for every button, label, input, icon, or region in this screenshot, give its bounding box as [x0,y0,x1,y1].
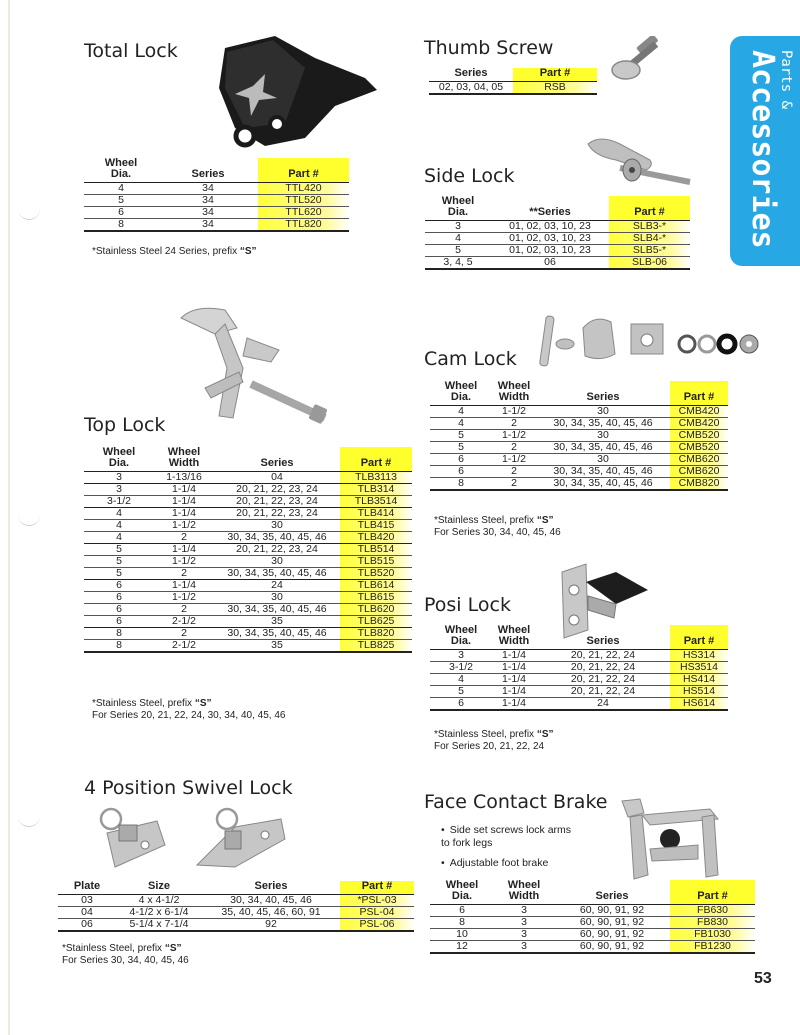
part-number-cell: TLB520 [340,568,412,580]
part-number-cell: HS514 [670,686,728,698]
col-header-part: Part # [258,158,349,183]
part-number-cell: TLB314 [340,484,412,496]
table-cell: 6 [430,466,492,478]
table-row [84,532,412,544]
table-cell: 06 [491,257,609,270]
part-number-cell: TLB514 [340,544,412,556]
binder-margin [8,0,10,1035]
tab-line-1: Parts & [778,50,794,110]
table-row [430,442,728,454]
part-number-cell: TTL520 [258,195,349,207]
table-cell: 4 [84,508,154,520]
table-cell: 20, 21, 22, 24 [536,686,670,698]
face-brake-title: Face Contact Brake [424,791,608,813]
table-cell: 30 [536,454,670,466]
part-number-cell: CMB420 [670,418,728,430]
table-cell: 1-1/2 [492,454,536,466]
table-cell: 1-1/4 [492,686,536,698]
table-cell: 6 [84,592,154,604]
table-cell: 20, 21, 22, 24 [536,650,670,662]
table-row [425,221,690,233]
table-header-row [429,68,597,82]
part-number-cell: TLB3113 [340,472,412,484]
table-row [430,941,755,954]
table-cell: 34 [158,219,258,232]
table-row [430,674,728,686]
posi-lock-title: Posi Lock [424,594,511,616]
part-number-cell: TTL620 [258,207,349,219]
total-lock-table [84,158,349,232]
table-cell: 3 [84,484,154,496]
table-row [430,406,728,418]
table-row [84,520,412,532]
total-lock-note [92,246,257,258]
note-prefix: “S” [194,698,212,709]
note-prefix: “S” [239,246,257,257]
table-header-row [430,625,728,650]
table-row [84,616,412,628]
note-text: *Stainless Steel, prefix [62,943,165,954]
table-header-row [84,447,412,472]
table-cell: 2 [154,532,214,544]
table-cell: 3 [494,929,554,941]
table-cell: 30, 34, 35, 40, 45, 46 [214,604,340,616]
part-number-cell: HS414 [670,674,728,686]
table-cell: 1-1/2 [492,406,536,418]
top-lock-table [84,447,412,653]
top-lock-note [92,698,285,722]
table-cell: 3 [494,941,554,954]
page-number: 53 [754,970,772,987]
col-header-wheel: Wheel Dia. [425,196,491,221]
part-number-cell: FB630 [670,905,755,917]
col-header-plate: Plate [58,881,116,895]
part-number-cell: PSL-06 [340,919,414,932]
table-row [430,454,728,466]
table-header-row [58,881,414,895]
table-cell: 01, 02, 03, 10, 23 [491,221,609,233]
table-cell: 3 [84,472,154,484]
table-cell: 92 [202,919,340,932]
table-cell: 3, 4, 5 [425,257,491,270]
table-cell: 02, 03, 04, 05 [429,82,513,95]
table-cell: 06 [58,919,116,932]
part-number-cell: TLB615 [340,592,412,604]
table-row [430,466,728,478]
table-cell: 1-1/2 [154,520,214,532]
section-tab [730,36,800,266]
table-cell: 30 [536,430,670,442]
binder-hole-mark [18,514,40,526]
table-cell: 04 [58,907,116,919]
table-cell: 34 [158,195,258,207]
table-cell: 1-1/4 [492,698,536,711]
table-cell: 4-1/2 x 6-1/4 [116,907,202,919]
part-number-cell: TLB620 [340,604,412,616]
total-lock-title: Total Lock [84,40,178,62]
note-text: *Stainless Steel, prefix [434,515,537,526]
part-number-cell: CMB620 [670,454,728,466]
table-cell: 1-1/4 [154,508,214,520]
posi-lock-table [430,625,728,711]
table-cell: 12 [430,941,494,954]
table-row [425,233,690,245]
table-cell: 04 [214,472,340,484]
col-header-part: Part # [609,196,690,221]
table-cell: 30, 34, 35, 40, 45, 46 [536,442,670,454]
table-cell: 35 [214,640,340,653]
table-row [84,640,412,653]
part-number-cell: FB830 [670,917,755,929]
table-row [84,604,412,616]
table-cell: 60, 90, 91, 92 [554,941,670,954]
table-cell: 8 [84,640,154,653]
table-cell: 2 [154,628,214,640]
total-lock-image [205,28,380,153]
note-line-2: For Series 30, 34, 40, 45, 46 [62,955,189,966]
table-cell: 5 [84,195,158,207]
table-cell: 34 [158,207,258,219]
table-cell: 8 [430,478,492,491]
table-row [84,628,412,640]
table-row [425,257,690,270]
table-cell: 1-1/2 [492,430,536,442]
table-cell: 4 [84,520,154,532]
table-cell: 30, 34, 35, 40, 45, 46 [214,532,340,544]
table-cell: 03 [58,895,116,907]
swivel-lock-title: 4 Position Swivel Lock [84,777,293,799]
table-row [430,929,755,941]
table-cell: 30, 34, 35, 40, 45, 46 [214,628,340,640]
table-header-row [430,381,728,406]
side-lock-title: Side Lock [424,165,515,187]
col-header-part: Part # [670,880,755,905]
table-cell: 1-1/4 [154,496,214,508]
table-cell: 30 [214,520,340,532]
col-header-width: Wheel Width [492,381,536,406]
note-prefix: “S” [536,515,554,526]
table-header-row [425,196,690,221]
note-line-2: For Series 20, 21, 22, 24, 30, 34, 40, 45, 46 [92,710,286,721]
table-row [425,245,690,257]
col-header-wheel: Wheel Dia. [84,158,158,183]
table-cell: 30 [536,406,670,418]
table-row [58,907,414,919]
table-row [430,917,755,929]
part-number-cell: TLB515 [340,556,412,568]
part-number-cell: SLB4-* [609,233,690,245]
table-cell: 6 [84,616,154,628]
part-number-cell: FB1230 [670,941,755,954]
table-cell: 2 [154,604,214,616]
table-cell: 4 x 4-1/2 [116,895,202,907]
table-cell: 01, 02, 03, 10, 23 [491,233,609,245]
col-header-series: Series [429,68,513,82]
table-cell: 5 [84,568,154,580]
part-number-cell: TLB3514 [340,496,412,508]
table-cell: 2 [492,466,536,478]
table-row [84,568,412,580]
part-number-cell: TLB820 [340,628,412,640]
note-prefix: “S” [536,729,554,740]
thumb-screw-table [429,68,597,95]
table-cell: 6 [430,454,492,466]
table-cell: 24 [536,698,670,711]
part-number-cell: CMB520 [670,442,728,454]
table-cell: 6 [84,604,154,616]
table-cell: 8 [84,219,158,232]
table-cell: 6 [84,580,154,592]
table-row [84,592,412,604]
col-header-part: Part # [340,881,414,895]
posi-lock-note [434,729,554,753]
table-cell: 2 [492,442,536,454]
part-number-cell: CMB820 [670,478,728,491]
swivel-lock-note [62,943,189,967]
table-cell: 6 [84,207,158,219]
table-cell: 20, 21, 22, 23, 24 [214,496,340,508]
table-cell: 3-1/2 [430,662,492,674]
face-brake-features [441,824,571,877]
table-row [84,484,412,496]
swivel-lock-table [58,881,414,932]
col-header-wheel: Wheel Dia. [430,880,494,905]
table-cell: 24 [214,580,340,592]
col-header-wheel: Wheel Dia. [430,625,492,650]
binder-hole-mark [18,815,40,827]
table-cell: 20, 21, 22, 23, 24 [214,544,340,556]
table-row [84,544,412,556]
part-number-cell: TTL820 [258,219,349,232]
table-cell: 3 [494,917,554,929]
table-cell: 4 [84,532,154,544]
table-cell: 35 [214,616,340,628]
table-cell: 6 [430,698,492,711]
col-header-part: Part # [670,625,728,650]
table-cell: 2 [154,568,214,580]
cam-lock-table [430,381,728,491]
part-number-cell: *PSL-03 [340,895,414,907]
table-cell: 3 [425,221,491,233]
col-header-series: **Series [491,196,609,221]
col-header-part: Part # [670,381,728,406]
table-cell: 4 [430,674,492,686]
part-number-cell: TLB614 [340,580,412,592]
part-number-cell: TLB420 [340,532,412,544]
part-number-cell: CMB520 [670,430,728,442]
note-line-2: For Series 20, 21, 22, 24 [434,741,545,752]
table-row [430,478,728,491]
table-cell: 2-1/2 [154,640,214,653]
table-cell: 1-13/16 [154,472,214,484]
part-number-cell: RSB [513,82,597,95]
side-lock-image [580,130,700,190]
table-cell: 5-1/4 x 7-1/4 [116,919,202,932]
note-text: *Stainless Steel, prefix [92,698,195,709]
table-row [430,662,728,674]
table-cell: 6 [430,905,494,917]
col-header-series: Series [214,447,340,472]
table-cell: 2-1/2 [154,616,214,628]
thumb-screw-image [610,36,670,86]
col-header-series: Series [536,625,670,650]
table-cell: 10 [430,929,494,941]
face-brake-image [610,795,730,885]
table-row [84,207,349,219]
table-row [84,472,412,484]
table-cell: 4 [425,233,491,245]
binder-hole-mark [18,208,40,220]
part-number-cell: TLB625 [340,616,412,628]
table-cell: 3 [494,905,554,917]
part-number-cell: TTL420 [258,183,349,195]
part-number-cell: TLB415 [340,520,412,532]
table-cell: 60, 90, 91, 92 [554,905,670,917]
table-cell: 5 [84,544,154,556]
table-cell: 5 [430,442,492,454]
table-cell: 8 [84,628,154,640]
part-number-cell: FB1030 [670,929,755,941]
part-number-cell: SLB-06 [609,257,690,270]
face-brake-table [430,880,755,954]
table-row [58,919,414,932]
col-header-width: Wheel Width [494,880,554,905]
cam-lock-image [535,310,770,370]
note-text: *Stainless Steel 24 Series, prefix [92,246,240,257]
table-row [84,219,349,232]
part-number-cell: SLB3-* [609,221,690,233]
table-row [430,698,728,711]
top-lock-title: Top Lock [84,414,166,436]
table-row [84,195,349,207]
part-number-cell: PSL-04 [340,907,414,919]
table-cell: 30, 34, 40, 45, 46 [202,895,340,907]
feature-item: • Adjustable foot brake [441,857,571,870]
part-number-cell: HS314 [670,650,728,662]
table-cell: 30, 34, 35, 40, 45, 46 [536,418,670,430]
table-cell: 01, 02, 03, 10, 23 [491,245,609,257]
table-cell: 30, 34, 35, 40, 45, 46 [536,466,670,478]
table-cell: 20, 21, 22, 23, 24 [214,508,340,520]
table-cell: 1-1/4 [492,650,536,662]
part-number-cell: TLB414 [340,508,412,520]
table-cell: 5 [84,556,154,568]
part-number-cell: TLB825 [340,640,412,653]
table-cell: 4 [430,418,492,430]
col-header-wheel: Wheel Dia. [430,381,492,406]
table-row [58,895,414,907]
col-header-size: Size [116,881,202,895]
col-header-series: Series [202,881,340,895]
part-number-cell: CMB620 [670,466,728,478]
swivel-lock-image [85,805,300,875]
thumb-screw-title: Thumb Screw [424,37,554,59]
part-number-cell: HS614 [670,698,728,711]
top-lock-image [175,298,335,428]
table-row [84,183,349,195]
table-cell: 1-1/2 [154,592,214,604]
table-row [84,556,412,568]
col-header-series: Series [554,880,670,905]
table-row [84,508,412,520]
table-row [429,82,597,95]
table-cell: 1-1/4 [492,674,536,686]
table-cell: 60, 90, 91, 92 [554,917,670,929]
table-cell: 30, 34, 35, 40, 45, 46 [214,568,340,580]
table-cell: 5 [430,686,492,698]
table-cell: 1-1/4 [154,580,214,592]
table-cell: 3-1/2 [84,496,154,508]
col-header-part: Part # [513,68,597,82]
table-header-row [84,158,349,183]
table-cell: 8 [430,917,494,929]
cam-lock-title: Cam Lock [424,348,517,370]
tab-line-2: Accessories [745,50,780,249]
col-header-wheel: Wheel Dia. [84,447,154,472]
side-lock-table [425,196,690,270]
table-header-row [430,880,755,905]
cam-lock-note [434,515,561,539]
table-row [430,430,728,442]
table-cell: 5 [425,245,491,257]
table-cell: 35, 40, 45, 46, 60, 91 [202,907,340,919]
table-cell: 2 [492,418,536,430]
table-row [84,496,412,508]
table-cell: 1-1/4 [492,662,536,674]
note-prefix: “S” [164,943,182,954]
col-header-part: Part # [340,447,412,472]
note-text: *Stainless Steel, prefix [434,729,537,740]
col-header-width: Wheel Width [154,447,214,472]
table-row [430,686,728,698]
table-cell: 2 [492,478,536,491]
part-number-cell: CMB420 [670,406,728,418]
table-cell: 3 [430,650,492,662]
part-number-cell: HS3514 [670,662,728,674]
table-cell: 20, 21, 22, 23, 24 [214,484,340,496]
table-cell: 34 [158,183,258,195]
table-cell: 20, 21, 22, 24 [536,662,670,674]
table-row [84,580,412,592]
part-number-cell: SLB5-* [609,245,690,257]
col-header-series: Series [536,381,670,406]
table-cell: 30 [214,592,340,604]
table-cell: 30 [214,556,340,568]
table-cell: 1-1/4 [154,544,214,556]
table-cell: 4 [84,183,158,195]
feature-item: • Side set screws lock arms to fork legs [441,824,571,850]
table-cell: 1-1/2 [154,556,214,568]
table-cell: 4 [430,406,492,418]
table-cell: 20, 21, 22, 24 [536,674,670,686]
table-cell: 1-1/4 [154,484,214,496]
table-row [430,905,755,917]
table-cell: 60, 90, 91, 92 [554,929,670,941]
note-line-2: For Series 30, 34, 40, 45, 46 [434,527,561,538]
table-row [430,650,728,662]
table-cell: 30, 34, 35, 40, 45, 46 [536,478,670,491]
table-cell: 5 [430,430,492,442]
col-header-series: Series [158,158,258,183]
table-row [430,418,728,430]
col-header-width: Wheel Width [492,625,536,650]
